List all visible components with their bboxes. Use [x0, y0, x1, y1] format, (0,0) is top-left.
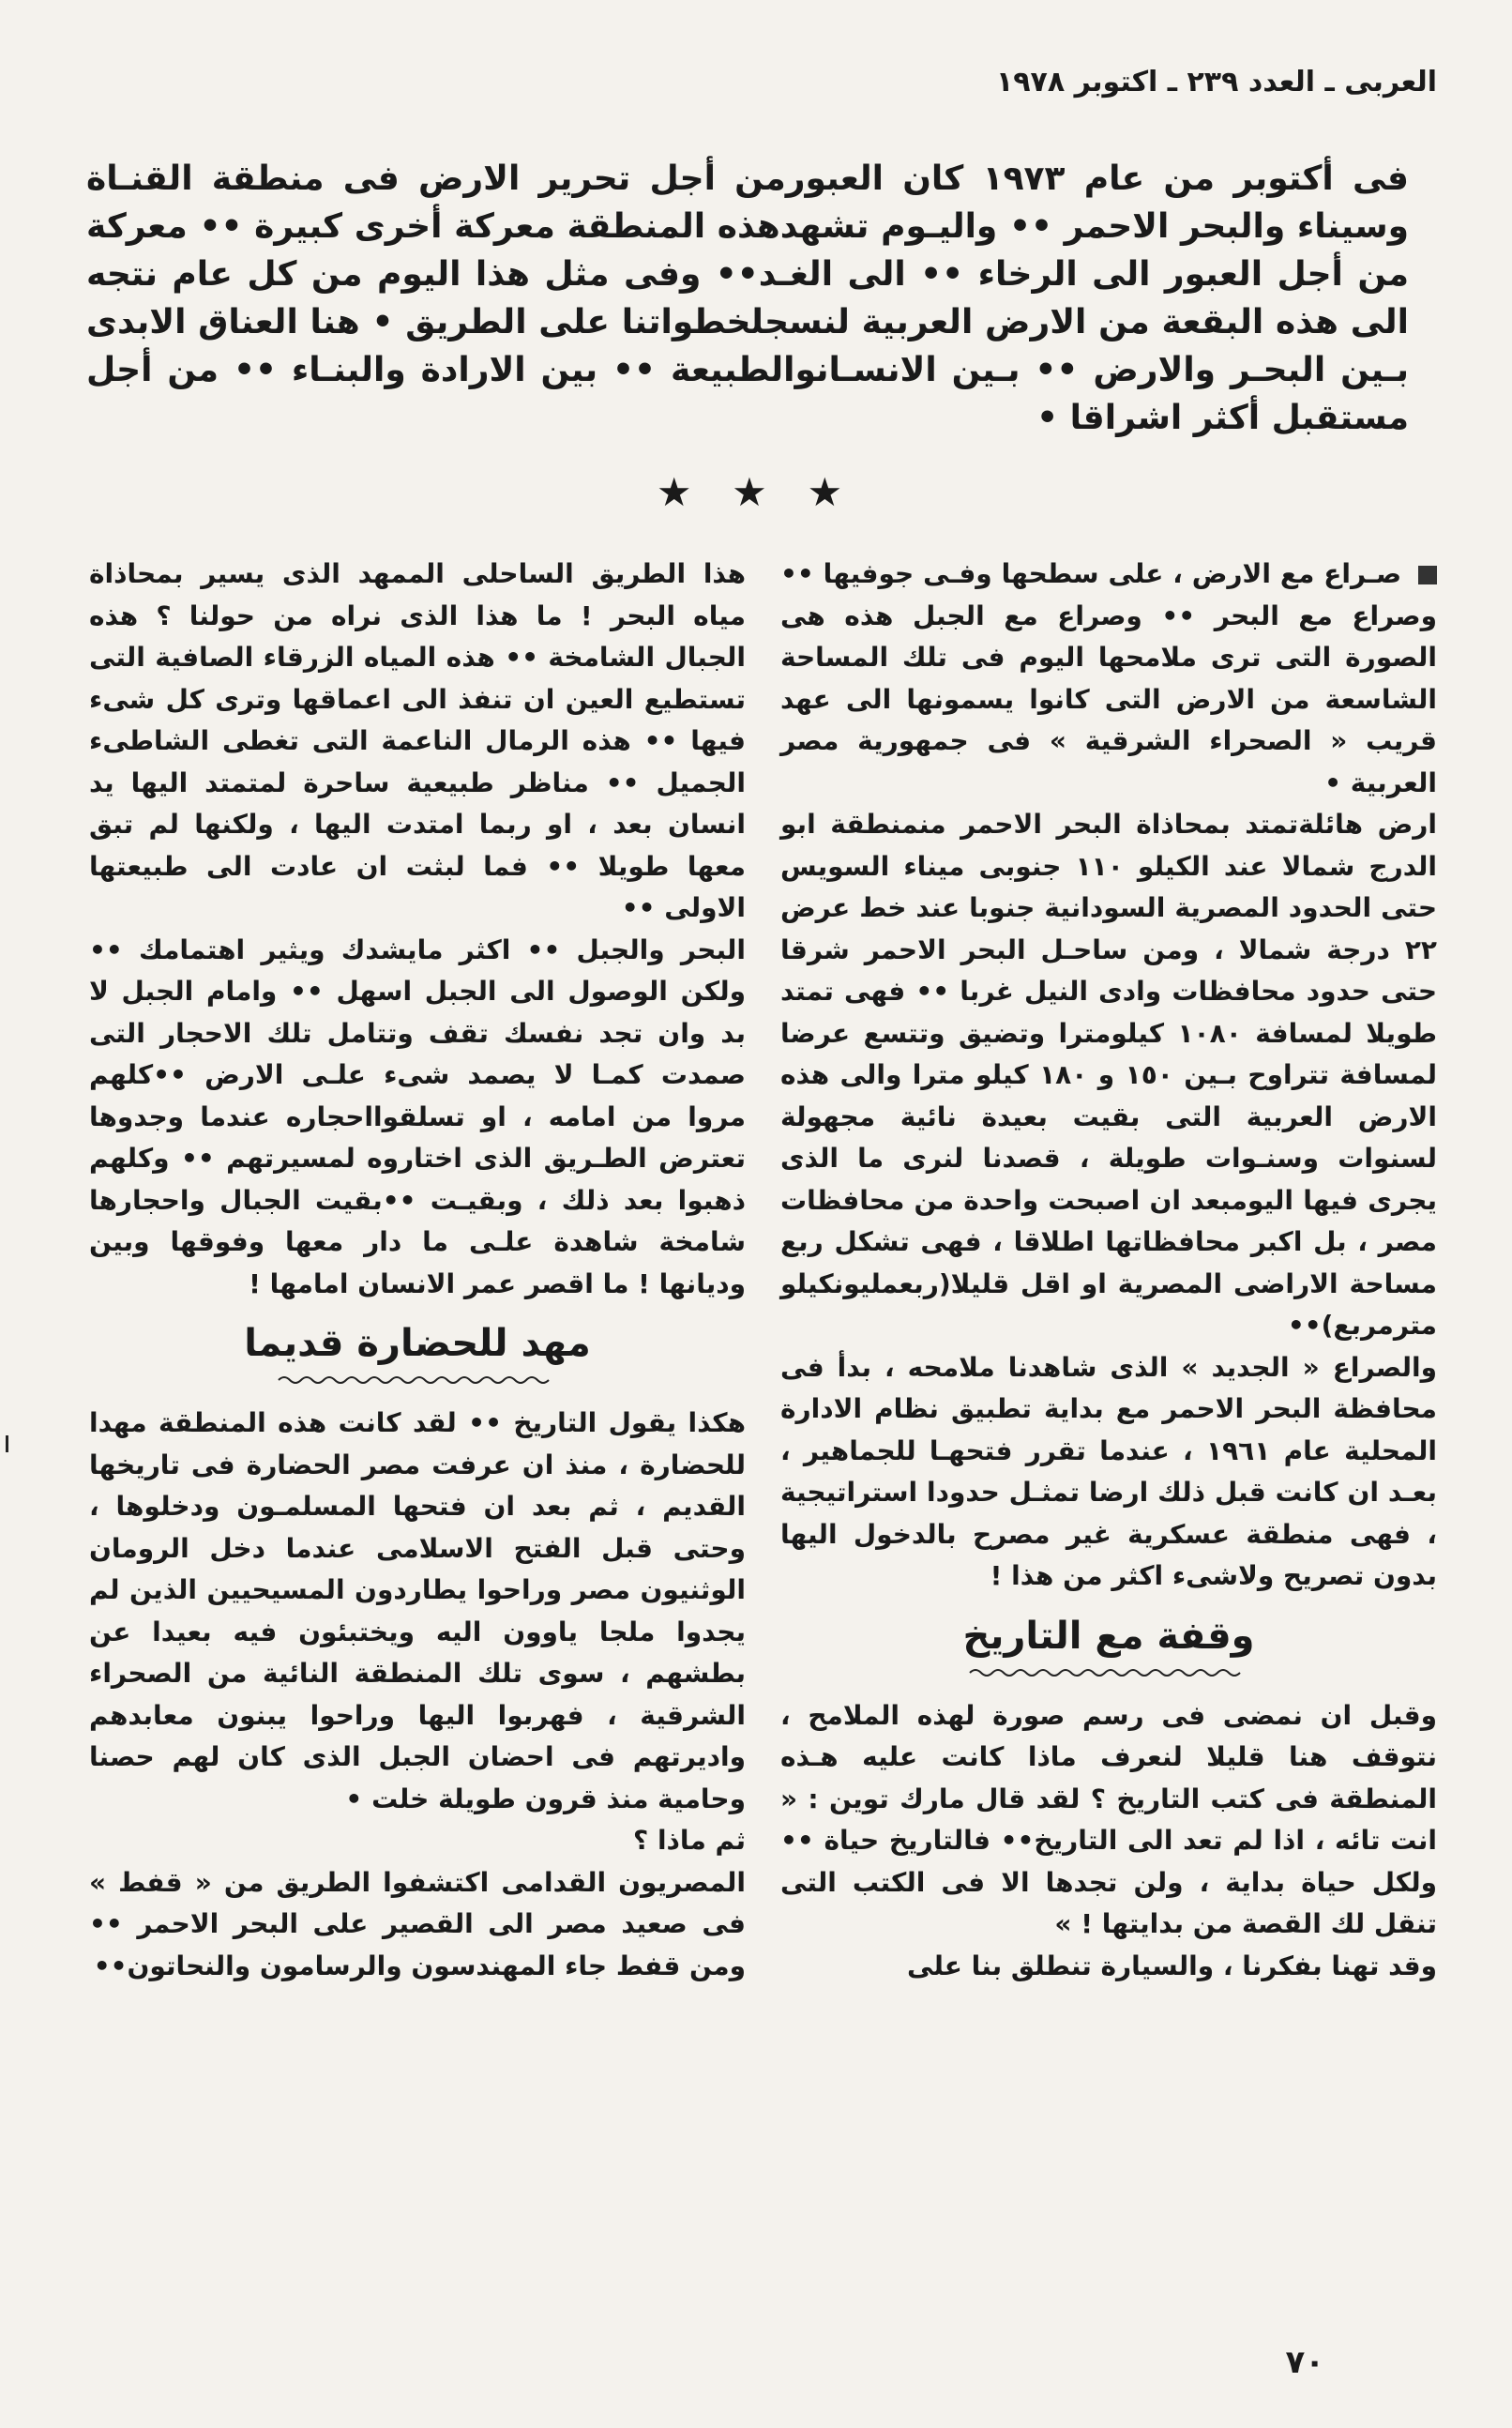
page-header: العربى ـ العدد ٢٣٩ ـ اكتوبر ١٩٧٨ [995, 66, 1437, 99]
margin-mark [6, 1435, 8, 1452]
paragraph [780, 554, 1437, 804]
intro-paragraph: فى أكتوبر من عام ١٩٧٣ كان العبورمن أجل تحرير الارض فى منطقة القنـاة وسيناء والبحر الاحمر •• واليـوم تشهدهذه المنطقة معركة أخرى كبيرة •• معركة من أجل العبور الى الرخاء •• الى الغـد•• وفى مثل هذا اليوم من كل عام نتجه الى هذه البقعة من الارض العربية لنسجلخطواتنا على الطريق • هنا العناق الابدى بـين البحـر والارض •• بـين الانسـانوالطبيعة •• بين الارادة والبنـاء •• من أجل مستقبل أكثر اشراقا • [86, 159, 1409, 437]
paragraph: البحر والجبل •• اكثر مايشدك ويثير اهتمامك •• ولكن الوصول الى الجبل اسهل •• وامام الجبل لا بد وان تجد نفسك تقف وتتامل تلك الاحجار التى صمدت كمـا لا يصمد شىء علـى الارض ••كلهم مروا من امامه ، او تسلقوااحجاره عندما وجدوها تعترض الطـريق الذى اختاروه لمسيرتهم •• وكلهم ذهبوا بعد ذلك ، وبقيـت ••بقيت الجبال واحجارها شامخة شاهدة علـى ما دار معها وفوقها وبين وديانها ! ما اقصر عمر الانسان امامها ! [89, 933, 746, 1299]
paragraph: المصريون القدامى اكتشفوا الطريق من « قفط » فى صعيد مصر الى القصير على البحر الاحمر •• ومن قفط جاء المهندسون والرسامون والنحاتون•• [89, 1866, 746, 1981]
paragraph: هكذا يقول التاريخ •• لقد كانت هذه المنطقة مهدا للحضارة ، منذ ان عرفت مصر الحضارة فى تاريخها القديم ، ثم بعد ان فتحها المسلمـون ودخلوها ، وحتى قبل الفتح الاسلامى عندما دخل الرومان الوثنيون مصر وراحوا يطاردون المسيحيين الذين لم يجدوا ملجا ياوون اليه ويختبئون فيه بعيدا عن بطشهم ، سوى تلك المنطقة النائية من الصحراء الشرقية ، فهربوا اليها وراحوا يبنون معابدهم واديرتهم فى احضان الجبل الذى كان لهم حصنا وحامية منذ قرون طويلة خلت • [89, 1407, 746, 1814]
page-number: ٧٠ [1285, 2344, 1324, 2381]
left-column [89, 554, 746, 1987]
wavy-underline-icon [277, 1373, 558, 1388]
subheading: مهد للحضارة قديما [244, 1322, 591, 1365]
square-bullet-icon [1418, 566, 1437, 584]
paragraph: والصراع « الجديد » الذى شاهدنا ملامحه ، بدأ فى محافظة البحر الاحمر مع بداية تطبيق نظام الادارة المحلية عام ١٩٦١ ، عندما تقرر فتحهـا للجماهير ، بعـد ان كانت قبل ذلك ارضا تمثـل حدودا استراتيجية ، فهى منطقة عسكرية غير مصرح بالدخول اليها بدون تصريح ولاشىء اكثر من هذا ! [780, 1351, 1437, 1591]
paragraph: وقبل ان نمضى فى رسم صورة لهذه الملامح ، نتوقف هنا قليلا لنعرف ماذا كانت عليه هـذه المنطقة فى كتب التاريخ ؟ لقد قال مارك توين : « انت تائه ، اذا لم تعد الى التاريخ•• فالتاريخ حياة •• ولكل حياة بداية ، ولن تجدها الا فى الكتب التى تنقل لك القصة من بدايتها ! » [780, 1699, 1437, 1939]
right-column [780, 554, 1437, 1987]
paragraph-text: صـراع مع الارض ، على سطحها وفـى جوفيها •• وصراع مع البحر •• وصراع مع الجبل هذه هى الصورة التى ترى ملامحها اليوم فى تلك المساحة الشاسعة من الارض التى كانوا يسمونها الى عهد قريب « الصحراء الشرقية » فى جمهورية مصر العربية • [780, 558, 1437, 798]
paragraph: هذا الطريق الساحلى الممهد الذى يسير بمحاذاة مياه البحر ! ما هذا الذى نراه من حولنا ؟ هذه الجبال الشامخة •• هذه المياه الزرقاء الصافية التى تستطيع العين ان تنفذ الى اعماقها وترى كل شىء فيها •• هذه الرمال الناعمة التى تغطى الشاطىء الجميل •• مناظر طبيعية ساحرة لمتمتد اليها يد انسان بعد ، او ربما امتدت اليها ، ولكنها لم تبق معها طويلا •• فما لبثت ان عادت الى طبيعتها الاولى •• [89, 558, 746, 923]
subheading: وقفة مع التاريخ [962, 1614, 1255, 1658]
paragraph: ارض هائلةتمتد بمحاذاة البحر الاحمر منمنطقة ابو الدرج شمالا عند الكيلو ١١٠ جنوبى ميناء السويس حتى الحدود المصرية السودانية جنوبا عند خط عرض ٢٢ درجة شمالا ، ومن ساحـل البحر الاحمر شرقا حتى حدود محافظات وادى النيل غربا •• فهى تمتد طويلا لمسافة ١٠٨٠ كيلومترا وتضيق وتتسع عرضا لمسافة تتراوح بـين ١٥٠ و ١٨٠ كيلو مترا والى هذه الارض العربية التى بقيت بعيدة نائية مجهولة لسنوات وسنـوات طويلة ، قصدنا لنرى ما الذى يجرى فيها اليومبعد ان اصبحت واحدة من محافظات مصر ، بل اكبر محافظاتها اطلاقا ، فهى تشكل ربع مساحة الاراضى المصرية او اقل قليلا(ربعمليونكيلو مترمربع)•• [780, 809, 1437, 1341]
paragraph: وقد تهنا بفكرنا ، والسيارة تنطلق بنا على [907, 1950, 1437, 1981]
section-divider-stars: ★ ★ ★ [656, 469, 856, 515]
wavy-underline-icon [968, 1665, 1249, 1680]
paragraph: ثم ماذا ؟ [632, 1825, 746, 1856]
